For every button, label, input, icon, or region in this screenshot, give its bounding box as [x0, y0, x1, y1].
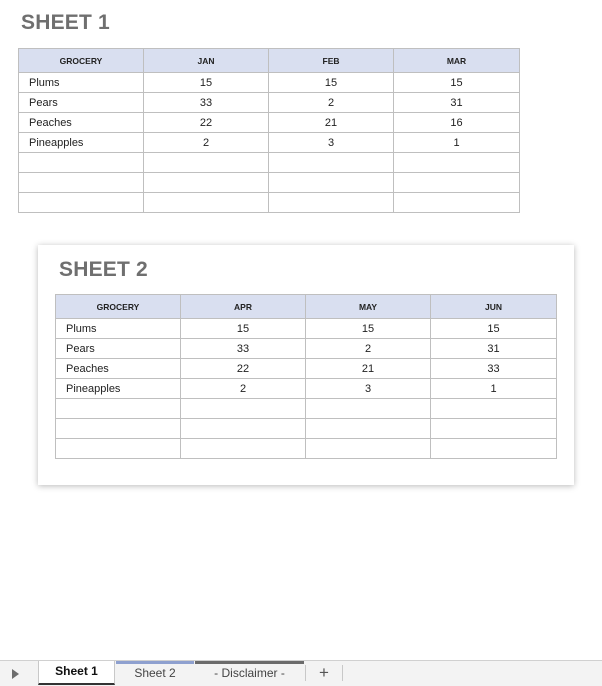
empty-cell[interactable] — [431, 419, 557, 439]
tab-sheet-1[interactable]: Sheet 1 — [38, 661, 115, 685]
empty-cell[interactable] — [181, 419, 306, 439]
table-row — [19, 133, 520, 153]
cell-value[interactable]: 2 — [269, 93, 394, 113]
empty-cell[interactable] — [394, 173, 520, 193]
cell-value[interactable]: 2 — [144, 133, 269, 153]
cell-value[interactable]: 31 — [394, 93, 520, 113]
empty-cell[interactable] — [431, 399, 557, 419]
cell-value[interactable]: 15 — [269, 73, 394, 93]
header-jun[interactable]: JUN — [431, 295, 557, 319]
empty-cell[interactable] — [144, 173, 269, 193]
sheet2-card — [38, 245, 574, 485]
cell-value[interactable]: 33 — [181, 339, 306, 359]
empty-cell[interactable] — [181, 399, 306, 419]
empty-cell[interactable] — [431, 439, 557, 459]
header-mar[interactable]: MAR — [394, 49, 520, 73]
sheet1-title: SHEET 1 — [21, 11, 110, 34]
table-row — [19, 93, 520, 113]
cell-value[interactable]: 1 — [431, 379, 557, 399]
empty-cell[interactable] — [394, 193, 520, 213]
cell-value[interactable]: 15 — [394, 73, 520, 93]
empty-cell[interactable] — [269, 153, 394, 173]
scroll-tabs-right-icon[interactable] — [12, 669, 19, 679]
header-may[interactable]: MAY — [306, 295, 431, 319]
table-row — [56, 339, 557, 359]
sheet2-table — [55, 294, 557, 459]
cell-item[interactable]: Plums — [19, 73, 144, 93]
cell-value[interactable]: 21 — [306, 359, 431, 379]
cell-value[interactable]: 2 — [306, 339, 431, 359]
cell-item[interactable]: Peaches — [19, 113, 144, 133]
empty-row — [56, 399, 557, 419]
cell-item[interactable]: Pears — [19, 93, 144, 113]
cell-value[interactable]: 1 — [394, 133, 520, 153]
cell-value[interactable]: 22 — [181, 359, 306, 379]
cell-value[interactable]: 33 — [144, 93, 269, 113]
cell-item[interactable]: Peaches — [56, 359, 181, 379]
table-row — [56, 319, 557, 339]
empty-cell[interactable] — [306, 439, 431, 459]
tab-divider — [342, 665, 343, 681]
cell-value[interactable]: 15 — [181, 319, 306, 339]
sheet-tab-bar — [0, 660, 602, 686]
sheet1-table — [18, 48, 520, 213]
cell-value[interactable]: 31 — [431, 339, 557, 359]
table-row — [19, 73, 520, 93]
empty-row — [56, 419, 557, 439]
table-row — [56, 359, 557, 379]
empty-cell[interactable] — [144, 153, 269, 173]
add-sheet-button[interactable]: + — [319, 663, 329, 682]
empty-cell[interactable] — [56, 439, 181, 459]
empty-cell[interactable] — [269, 173, 394, 193]
cell-value[interactable]: 22 — [144, 113, 269, 133]
header-jan[interactable]: JAN — [144, 49, 269, 73]
empty-cell[interactable] — [19, 153, 144, 173]
empty-row — [19, 193, 520, 213]
cell-value[interactable]: 2 — [181, 379, 306, 399]
empty-cell[interactable] — [56, 419, 181, 439]
empty-cell[interactable] — [306, 399, 431, 419]
cell-value[interactable]: 21 — [269, 113, 394, 133]
cell-item[interactable]: Pineapples — [19, 133, 144, 153]
sheet2-title: SHEET 2 — [59, 258, 148, 281]
empty-cell[interactable] — [19, 193, 144, 213]
tab-sheet-2[interactable]: Sheet 2 — [116, 661, 194, 685]
cell-item[interactable]: Plums — [56, 319, 181, 339]
table-row — [19, 113, 520, 133]
header-grocery[interactable]: GROCERY — [56, 295, 181, 319]
empty-row — [56, 439, 557, 459]
empty-row — [19, 173, 520, 193]
cell-value[interactable]: 33 — [431, 359, 557, 379]
cell-item[interactable]: Pineapples — [56, 379, 181, 399]
tab-divider — [305, 665, 306, 681]
header-apr[interactable]: APR — [181, 295, 306, 319]
cell-value[interactable]: 15 — [306, 319, 431, 339]
empty-cell[interactable] — [181, 439, 306, 459]
table-row — [56, 379, 557, 399]
empty-row — [19, 153, 520, 173]
cell-item[interactable]: Pears — [56, 339, 181, 359]
empty-cell[interactable] — [56, 399, 181, 419]
cell-value[interactable]: 16 — [394, 113, 520, 133]
empty-cell[interactable] — [394, 153, 520, 173]
header-row — [19, 49, 520, 73]
header-grocery[interactable]: GROCERY — [19, 49, 144, 73]
header-feb[interactable]: FEB — [269, 49, 394, 73]
cell-value[interactable]: 15 — [144, 73, 269, 93]
empty-cell[interactable] — [19, 173, 144, 193]
cell-value[interactable]: 3 — [269, 133, 394, 153]
empty-cell[interactable] — [144, 193, 269, 213]
empty-cell[interactable] — [269, 193, 394, 213]
empty-cell[interactable] — [306, 419, 431, 439]
tab-disclaimer[interactable]: - Disclaimer - — [195, 661, 304, 685]
header-row — [56, 295, 557, 319]
cell-value[interactable]: 3 — [306, 379, 431, 399]
cell-value[interactable]: 15 — [431, 319, 557, 339]
